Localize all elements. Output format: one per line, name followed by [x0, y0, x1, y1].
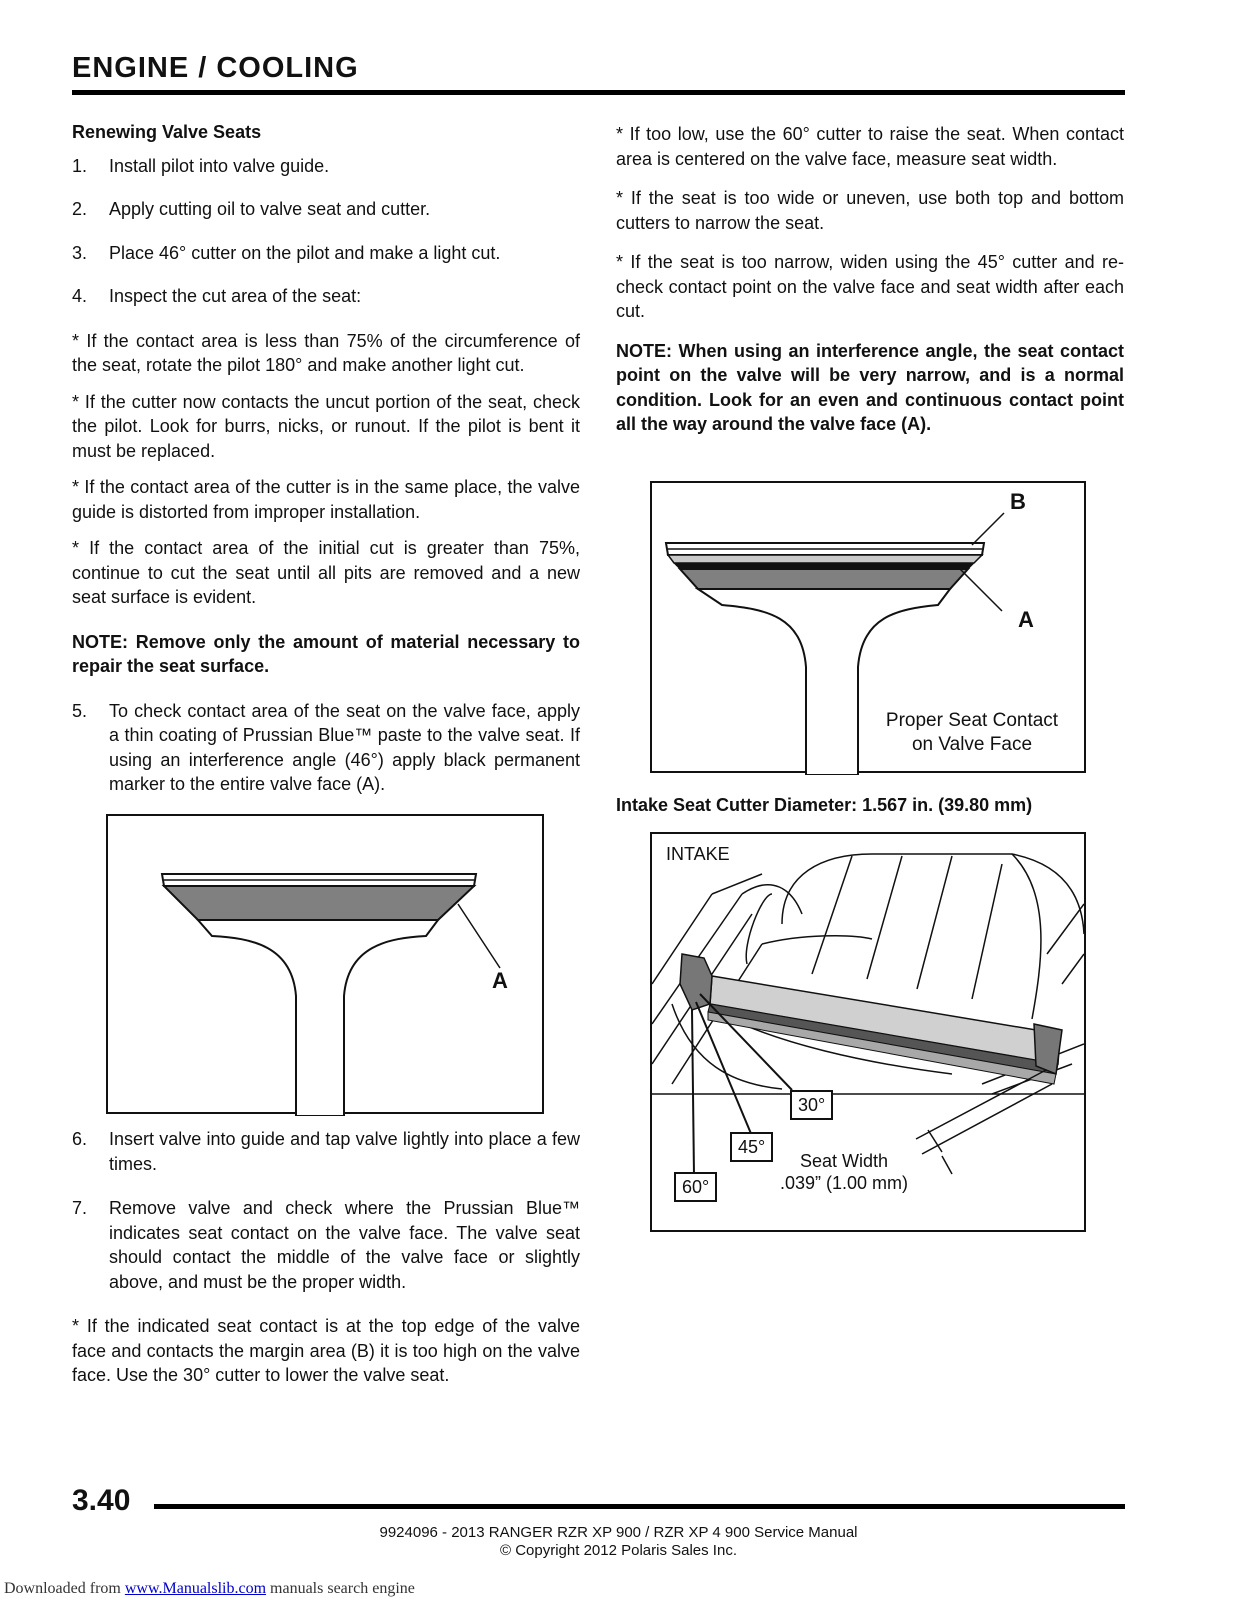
step-item — [72, 241, 580, 266]
step-text: Place 46° cutter on the pilot and make a light cut. — [109, 242, 501, 263]
figure-caption: Intake Seat Cutter Diameter: 1.567 in. (39.80 mm) — [616, 795, 1033, 815]
manual-title: 9924096 - 2013 RANGER RZR XP 900 / RZR XP 4 900 Service Manual — [379, 1524, 858, 1541]
callout-a: A — [492, 968, 508, 993]
bullet-paragraph: * If the seat is too narrow, widen using the 45° cutter and re-check contact point on the valve face and seat width after each cut. — [616, 252, 1124, 321]
bullet-paragraph: * If the cutter now contacts the uncut portion of the seat, check the pilot. Look for burrs, nicks, or runout. If the pilot is bent it must be replaced. — [72, 391, 580, 461]
step-number: 3. — [72, 242, 88, 263]
section-title: ENGINE / COOLING — [72, 52, 359, 84]
step-number: 5. — [72, 700, 88, 721]
step-item — [72, 197, 580, 222]
right-column — [616, 122, 1124, 437]
download-prefix: Downloaded from — [4, 1580, 125, 1597]
seat-width-label — [764, 1150, 924, 1194]
figure-label — [866, 709, 1078, 757]
step-item — [72, 154, 580, 179]
step-number: 6. — [72, 1129, 88, 1149]
note-paragraph: NOTE: Remove only the amount of material necessary to repair the seat surface. — [72, 631, 580, 676]
download-suffix: manuals search engine — [266, 1580, 415, 1597]
bullet-paragraph: * If the contact area of the initial cut is greater than 75%, continue to cut the seat until all pits are removed and a new seat surface is evident. — [72, 538, 580, 607]
step-number: 4. — [72, 286, 88, 306]
copyright: © Copyright 2012 Polaris Sales Inc. — [499, 1542, 737, 1559]
step-item — [72, 1127, 580, 1176]
intake-label: INTAKE — [666, 844, 730, 864]
callout-a: A — [1018, 607, 1034, 632]
bullet-paragraph: * If too low, use the 60° cutter to raise the seat. When contact area is centered on the valve face, measure seat width. — [616, 124, 1124, 169]
step-text: Remove valve and check where the Prussian Blue™ indicates seat contact on the valve face. The valve seat should contact the middle of the valve face or slightly above, and must be the proper width. — [109, 1198, 580, 1292]
callout-b: B — [1010, 489, 1026, 514]
angle-45-label: 45° — [730, 1132, 773, 1162]
step-text: Insert valve into guide and tap valve lightly into place a few times. — [109, 1129, 580, 1174]
step-number: 2. — [72, 199, 88, 219]
manualslib-link[interactable]: www.Manualslib.com — [124, 1580, 267, 1597]
step-number: 7. — [72, 1198, 88, 1218]
step-item — [72, 284, 580, 309]
bullet-paragraph: * If the contact area is less than 75% of the circumference of the seat, rotate the pilot 180° and make another light cut. — [72, 330, 580, 375]
seat-width-title: Seat Width — [799, 1151, 889, 1171]
bullet-paragraph: * If the seat is too wide or uneven, use both top and bottom cutters to narrow the seat. — [616, 188, 1124, 233]
step-item — [72, 1196, 580, 1294]
figure-label-line: Proper Seat Contact — [885, 710, 1059, 731]
valve-face-figure — [106, 814, 544, 1114]
download-banner — [4, 1580, 415, 1598]
step-text: Inspect the cut area of the seat: — [109, 286, 362, 306]
step-text: To check contact area of the seat on the valve face, apply a thin coating of Prussian Blue™ paste to the valve seat. If using an interference angle (46°) apply black permanent marker to the entire valve face (A). — [109, 700, 580, 794]
page-number: 3.40 — [72, 1484, 131, 1517]
step-text: Apply cutting oil to valve seat and cutter. — [109, 199, 431, 219]
subheading: Renewing Valve Seats — [72, 122, 262, 142]
bullet-paragraph: * If the indicated seat contact is at the top edge of the valve face and contacts the margin area (B) it is too high on the valve face. Use the 30° cutter to lower the valve seat. — [72, 1316, 580, 1385]
footer-rule — [154, 1504, 1125, 1509]
angle-30-label: 30° — [790, 1090, 833, 1120]
valve-diagram — [108, 816, 546, 1116]
header-rule — [72, 90, 1125, 95]
angle-60-label: 60° — [674, 1172, 717, 1202]
note-paragraph: NOTE: When using an interference angle, the seat contact point on the valve will be very narrow, and is a normal condition. Look for an even and continuous contact point all the way around the valve face (A). — [616, 340, 1124, 434]
figure-label-line: on Valve Face — [911, 734, 1033, 755]
step-item — [72, 699, 580, 797]
bullet-paragraph: * If the contact area of the cutter is in the same place, the valve guide is distorted from improper installation. — [72, 477, 580, 522]
step-text: Install pilot into valve guide. — [109, 155, 330, 176]
intake-seat-cutter-figure — [650, 832, 1086, 1232]
step-number: 1. — [72, 155, 88, 176]
seat-width-value: .039” (1.00 mm) — [779, 1173, 909, 1193]
left-column-lower — [72, 1127, 580, 1388]
left-column — [72, 120, 580, 797]
proper-seat-contact-figure — [650, 481, 1086, 773]
